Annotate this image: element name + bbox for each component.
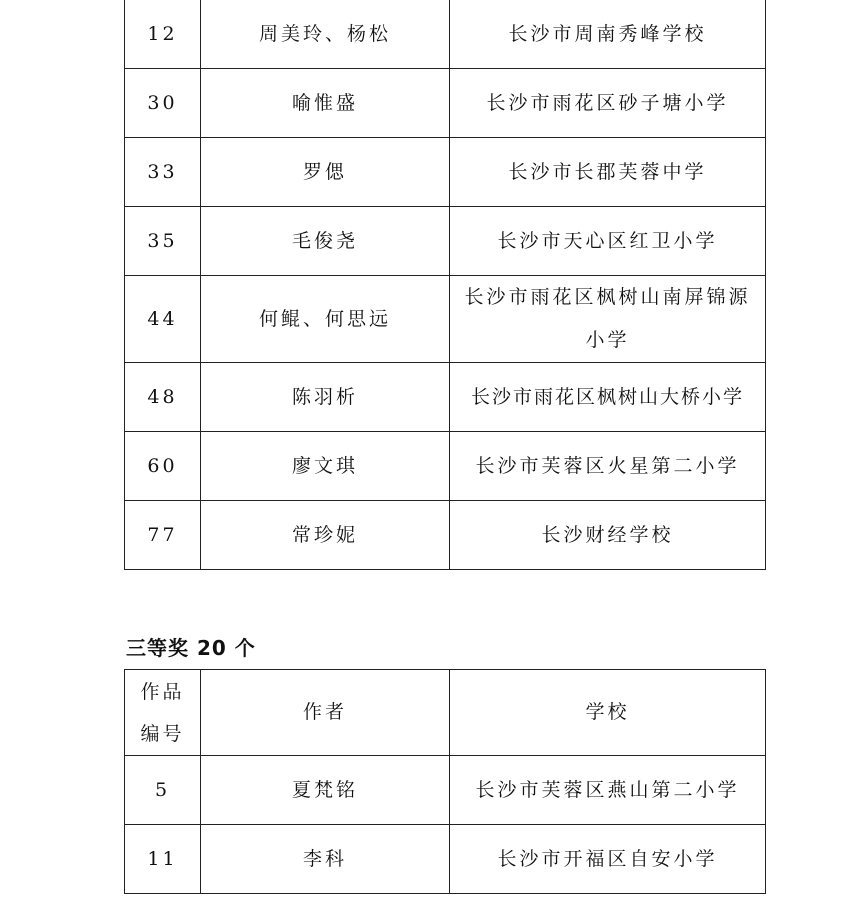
school: 长沙市雨花区枫树山南屏锦源小学 xyxy=(450,276,766,363)
table-row xyxy=(125,825,766,894)
work-number: 44 xyxy=(125,276,201,363)
school: 长沙市天心区红卫小学 xyxy=(450,207,766,276)
author: 常珍妮 xyxy=(201,501,450,570)
third-prize-heading: 三等奖 20 个 xyxy=(126,636,256,660)
school: 长沙市周南秀峰学校 xyxy=(450,0,766,69)
author: 喻惟盛 xyxy=(201,69,450,138)
school: 长沙市雨花区砂子塘小学 xyxy=(450,69,766,138)
school: 长沙市芙蓉区火星第二小学 xyxy=(450,432,766,501)
school: 长沙市开福区自安小学 xyxy=(450,825,766,894)
work-number: 11 xyxy=(125,825,201,894)
table-row xyxy=(125,501,766,570)
table-row xyxy=(125,363,766,432)
third-prize-table xyxy=(124,669,766,894)
table-row xyxy=(125,432,766,501)
work-number-header: 作品编号 xyxy=(125,670,201,756)
table-header-row xyxy=(125,670,766,756)
table-row xyxy=(125,756,766,825)
second-prize-table xyxy=(124,0,766,570)
author: 廖文琪 xyxy=(201,432,450,501)
work-number: 5 xyxy=(125,756,201,825)
table-row xyxy=(125,276,766,363)
table-row xyxy=(125,69,766,138)
school: 长沙市长郡芙蓉中学 xyxy=(450,138,766,207)
school-header: 学校 xyxy=(450,670,766,756)
table-row xyxy=(125,138,766,207)
work-number: 12 xyxy=(125,0,201,69)
author: 罗偲 xyxy=(201,138,450,207)
author: 毛俊尧 xyxy=(201,207,450,276)
work-number: 35 xyxy=(125,207,201,276)
author: 周美玲、杨松 xyxy=(201,0,450,69)
school: 长沙财经学校 xyxy=(450,501,766,570)
author: 何鲲、何思远 xyxy=(201,276,450,363)
work-number: 60 xyxy=(125,432,201,501)
school: 长沙市芙蓉区燕山第二小学 xyxy=(450,756,766,825)
school: 长沙市雨花区枫树山大桥小学 xyxy=(450,363,766,432)
table-row xyxy=(125,0,766,69)
table-row xyxy=(125,207,766,276)
work-number: 48 xyxy=(125,363,201,432)
author: 夏梵铭 xyxy=(201,756,450,825)
work-number: 30 xyxy=(125,69,201,138)
author-header: 作者 xyxy=(201,670,450,756)
author: 陈羽析 xyxy=(201,363,450,432)
work-number: 33 xyxy=(125,138,201,207)
work-number: 77 xyxy=(125,501,201,570)
author: 李科 xyxy=(201,825,450,894)
